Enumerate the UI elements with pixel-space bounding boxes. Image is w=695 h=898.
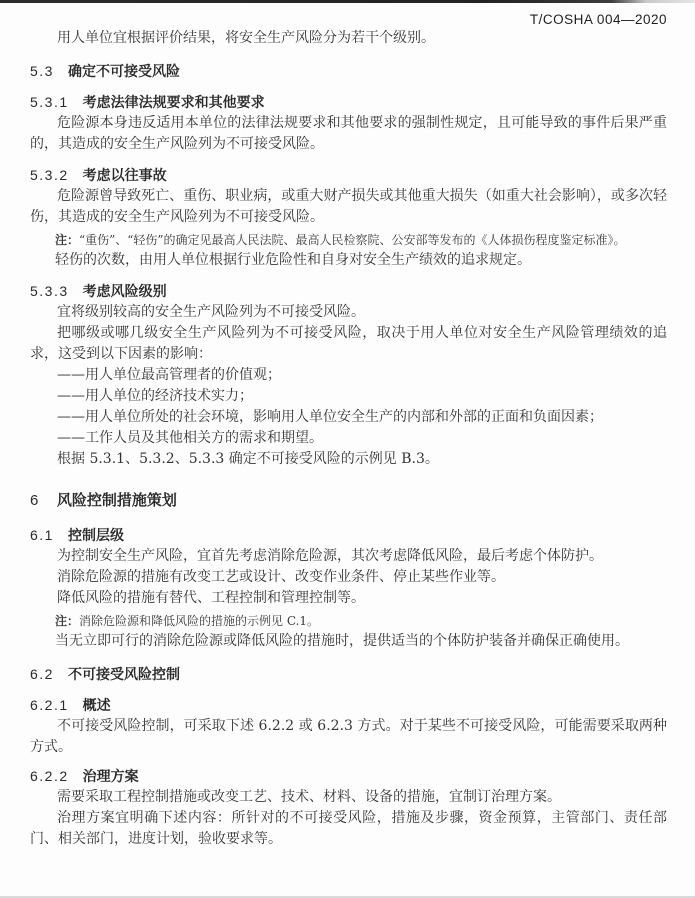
list-item: ——用人单位所处的社会环境，影响用人单位安全生产的内部和外部的正面和负面因素；: [57, 409, 603, 425]
heading-number: 6.1: [30, 527, 54, 543]
heading-number: 5.3: [30, 63, 54, 79]
paragraph-5-3-1: 危险源本身违反适用本单位的法律法规要求和其他要求的强制性规定，且可能导致的事件后果严重的，其造成的安全生产风险列为不可接受风险。: [30, 115, 667, 152]
heading-number: 5.3.1: [30, 94, 69, 110]
paragraph-6-1-b: 消除危险源的措施有改变工艺或设计、改变作业条件、停止某些作业等。: [57, 569, 505, 585]
heading-6-2-1: [30, 695, 667, 716]
heading-title: 确定不可接受风险: [67, 63, 180, 79]
heading-number: 5.3.3: [30, 283, 69, 299]
paragraph-6-1-a: 为控制安全生产风险，宜首先考虑消除危险源，其次考虑降低风险，最后考虑个体防护。: [57, 548, 603, 564]
heading-title: 考虑以往事故: [82, 167, 167, 183]
heading-title: 概述: [82, 697, 111, 713]
paragraph-5-3-2: 危险源曾导致死亡、重伤、职业病，或重大财产损失或其他重大损失（如重大社会影响），或多次轻伤，其造成的安全生产风险列为不可接受风险。: [30, 188, 667, 225]
paragraph-5-3-3-c: 根据 5.3.1、5.3.2、5.3.3 确定不可接受风险的示例见 B.3。: [57, 451, 439, 467]
heading-6-1: [30, 525, 667, 546]
heading-title: 风险控制措施策划: [56, 492, 177, 509]
paragraph-5-3-3-b: 把哪级或哪几级安全生产风险列为不可接受风险，取决于用人单位对安全生产风险管理绩效的追求，这受到以下因素的影响：: [30, 325, 667, 362]
heading-5-3-2: [30, 165, 667, 186]
heading-5-3: [30, 61, 667, 82]
heading-6: [30, 490, 667, 511]
paragraph-6-1-d: 当无立即可行的消除危险源或降低风险的措施时，提供适当的个体防护装备并确保正确使用。: [55, 633, 629, 649]
top-rule: [0, 0, 695, 3]
heading-title: 考虑风险级别: [82, 283, 167, 299]
note-label: 注：: [55, 614, 80, 628]
paragraph-5-3-3-a: 宜将级别较高的安全生产风险列为不可接受风险。: [57, 304, 365, 320]
heading-5-3-3: [30, 281, 667, 302]
heading-6-2: [30, 664, 667, 685]
heading-6-2-2: [30, 766, 667, 787]
note-text: “重伤”、“轻伤”的确定见最高人民法院、最高人民检察院、公安部等发布的《人体损伤程度鉴定标准》。: [79, 233, 626, 247]
paragraph-intro: 用人单位宜根据评价结果，将安全生产风险分为若干个级别。: [57, 30, 435, 46]
paragraph-6-2-2-b: 治理方案宜明确下述内容：所针对的不可接受风险，措施及步骤，资金预算，主管部门、责任部门、相关部门，进度计划，验收要求等。: [30, 810, 667, 847]
list-item: ——工作人员及其他相关方的需求和期望。: [57, 430, 323, 446]
note-label: 注：: [55, 233, 80, 247]
heading-number: 5.3.2: [30, 167, 69, 183]
heading-5-3-1: [30, 92, 667, 113]
heading-title: 考虑法律法规要求和其他要求: [82, 94, 265, 110]
list-item: ——用人单位最高管理者的价值观；: [57, 367, 281, 383]
heading-number: 6: [30, 492, 40, 509]
dash-list: [30, 365, 667, 449]
note-text: 消除危险源和降低风险的措施的示例见 C.1。: [79, 614, 320, 628]
heading-number: 6.2.1: [30, 697, 69, 713]
doc-number: T/COSHA 004—2020: [529, 12, 667, 27]
note-5-3-2-continuation: 轻伤的次数，由用人单位根据行业危险性和自身对安全生产绩效的追求规定。: [55, 252, 531, 268]
paragraph-6-1-c: 降低风险的措施有替代、工程控制和管理控制等。: [57, 590, 365, 606]
paragraph-6-2-1: 不可接受风险控制，可采取下述 6.2.2 或 6.2.3 方式。对于某些不可接受风险，可能需要采取两种方式。: [30, 718, 667, 755]
list-item: ——用人单位的经济技术实力；: [57, 388, 253, 404]
heading-title: 治理方案: [82, 768, 139, 784]
page-header: [30, 12, 667, 28]
heading-title: 不可接受风险控制: [67, 666, 180, 682]
paragraph-6-2-2-a: 需要采取工程控制措施或改变工艺、技术、材料、设备的措施，宜制订治理方案。: [57, 789, 561, 805]
note-6-1: [55, 612, 667, 631]
heading-number: 6.2: [30, 666, 54, 682]
heading-number: 6.2.2: [30, 768, 69, 784]
heading-title: 控制层级: [67, 527, 124, 543]
note-5-3-2: [55, 231, 667, 250]
